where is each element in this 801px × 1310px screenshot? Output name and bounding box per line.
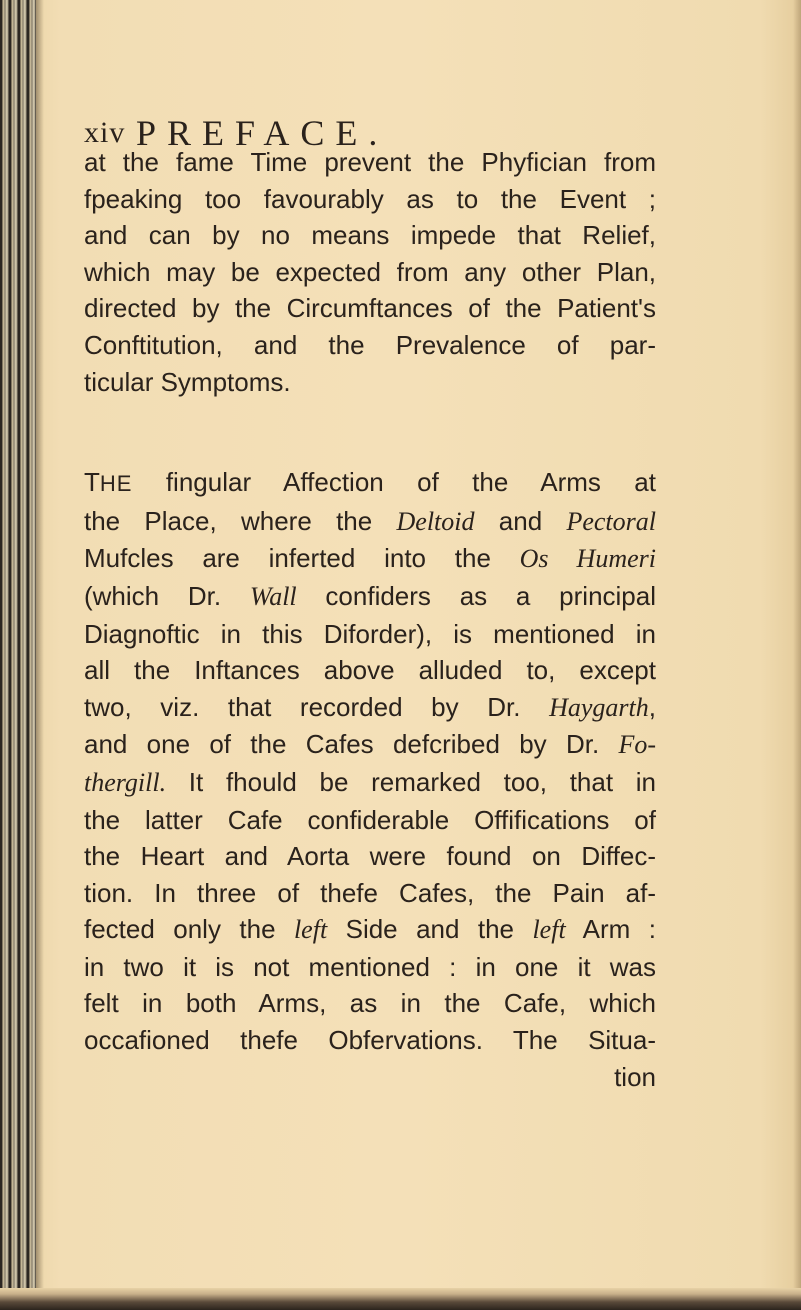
text-line <box>84 764 656 802</box>
line-text: fingular Affection of the Arms at <box>132 467 656 498</box>
text-line: which may be expected from any other Plan, <box>84 256 656 287</box>
text-line: the Heart and Aorta were found on Diffec- <box>84 841 656 872</box>
small-caps: HE <box>99 471 133 497</box>
line-text: (which Dr. <box>84 580 250 611</box>
line-text: and <box>474 505 567 536</box>
text-line: Conftitution, and the Prevalence of par- <box>84 329 656 360</box>
italic-term: left <box>293 915 328 945</box>
line-text: two, viz. that recorded by Dr. <box>84 691 550 722</box>
initial-letter: T <box>84 467 100 498</box>
text-line: felt in both Arms, as in the Cafe, which <box>84 988 656 1019</box>
text-line: tion. In three of thefe Cafes, the Pain af- <box>84 877 656 908</box>
text-line: Diagnoftic in this Diforder), is mentioned in <box>84 618 656 649</box>
paragraph-gap <box>84 400 656 464</box>
page-number: xiv <box>84 116 126 149</box>
italic-term: Os Humeri <box>519 544 656 574</box>
catchword: tion <box>614 1061 656 1092</box>
text-line <box>84 464 656 503</box>
italic-term: thergill. <box>84 767 167 797</box>
text-line: occafioned thefe Obfervations. The Situa- <box>84 1025 656 1056</box>
line-text: Mufcles are inferted into the <box>84 543 520 574</box>
page-bottom-edge <box>0 1288 801 1310</box>
line-text: Side and the <box>327 914 533 945</box>
book-spine <box>0 0 36 1310</box>
italic-term: Wall <box>249 581 297 611</box>
running-head: PREFACE. <box>136 113 389 153</box>
line-text: Arm : <box>565 914 656 945</box>
italic-term: Fo- <box>618 730 656 760</box>
line-text: and one of the Cafes defcribed by Dr. <box>84 729 619 760</box>
page-edge-shadow <box>793 0 801 1310</box>
italic-term: Haygarth <box>549 692 649 722</box>
body-text <box>84 144 656 1095</box>
italic-term: Deltoid <box>396 506 475 536</box>
text-line: directed by the Circumftances of the Patient's <box>84 293 656 324</box>
text-line: fpeaking too favourably as to the Event ; <box>84 183 656 214</box>
text-line: at the fame Time prevent the Phyfician from <box>84 147 656 177</box>
line-text: fected only the <box>84 914 294 945</box>
line-text: confiders as a principal <box>296 580 656 611</box>
text-line <box>84 540 656 578</box>
text-line: in two it is not mentioned : in one it was <box>84 951 656 982</box>
italic-term: Pectoral <box>566 506 656 536</box>
text-line: all the Inftances above alluded to, except <box>84 655 656 686</box>
text-line: the latter Cafe confiderable Offifications of <box>84 804 656 835</box>
line-text: It fhould be remarked too, that in <box>166 766 656 797</box>
text-line <box>84 578 656 616</box>
line-text: , <box>648 691 656 722</box>
text-line <box>84 503 656 541</box>
text-line: and can by no means impede that Relief, <box>84 220 656 251</box>
text-line <box>84 911 656 949</box>
text-line: ticular Symptoms. <box>84 366 291 397</box>
line-text: the Place, where the <box>84 505 397 536</box>
text-line <box>84 726 656 764</box>
gutter-shadow <box>36 0 44 1310</box>
italic-term: left <box>532 915 566 945</box>
text-line <box>84 689 656 727</box>
